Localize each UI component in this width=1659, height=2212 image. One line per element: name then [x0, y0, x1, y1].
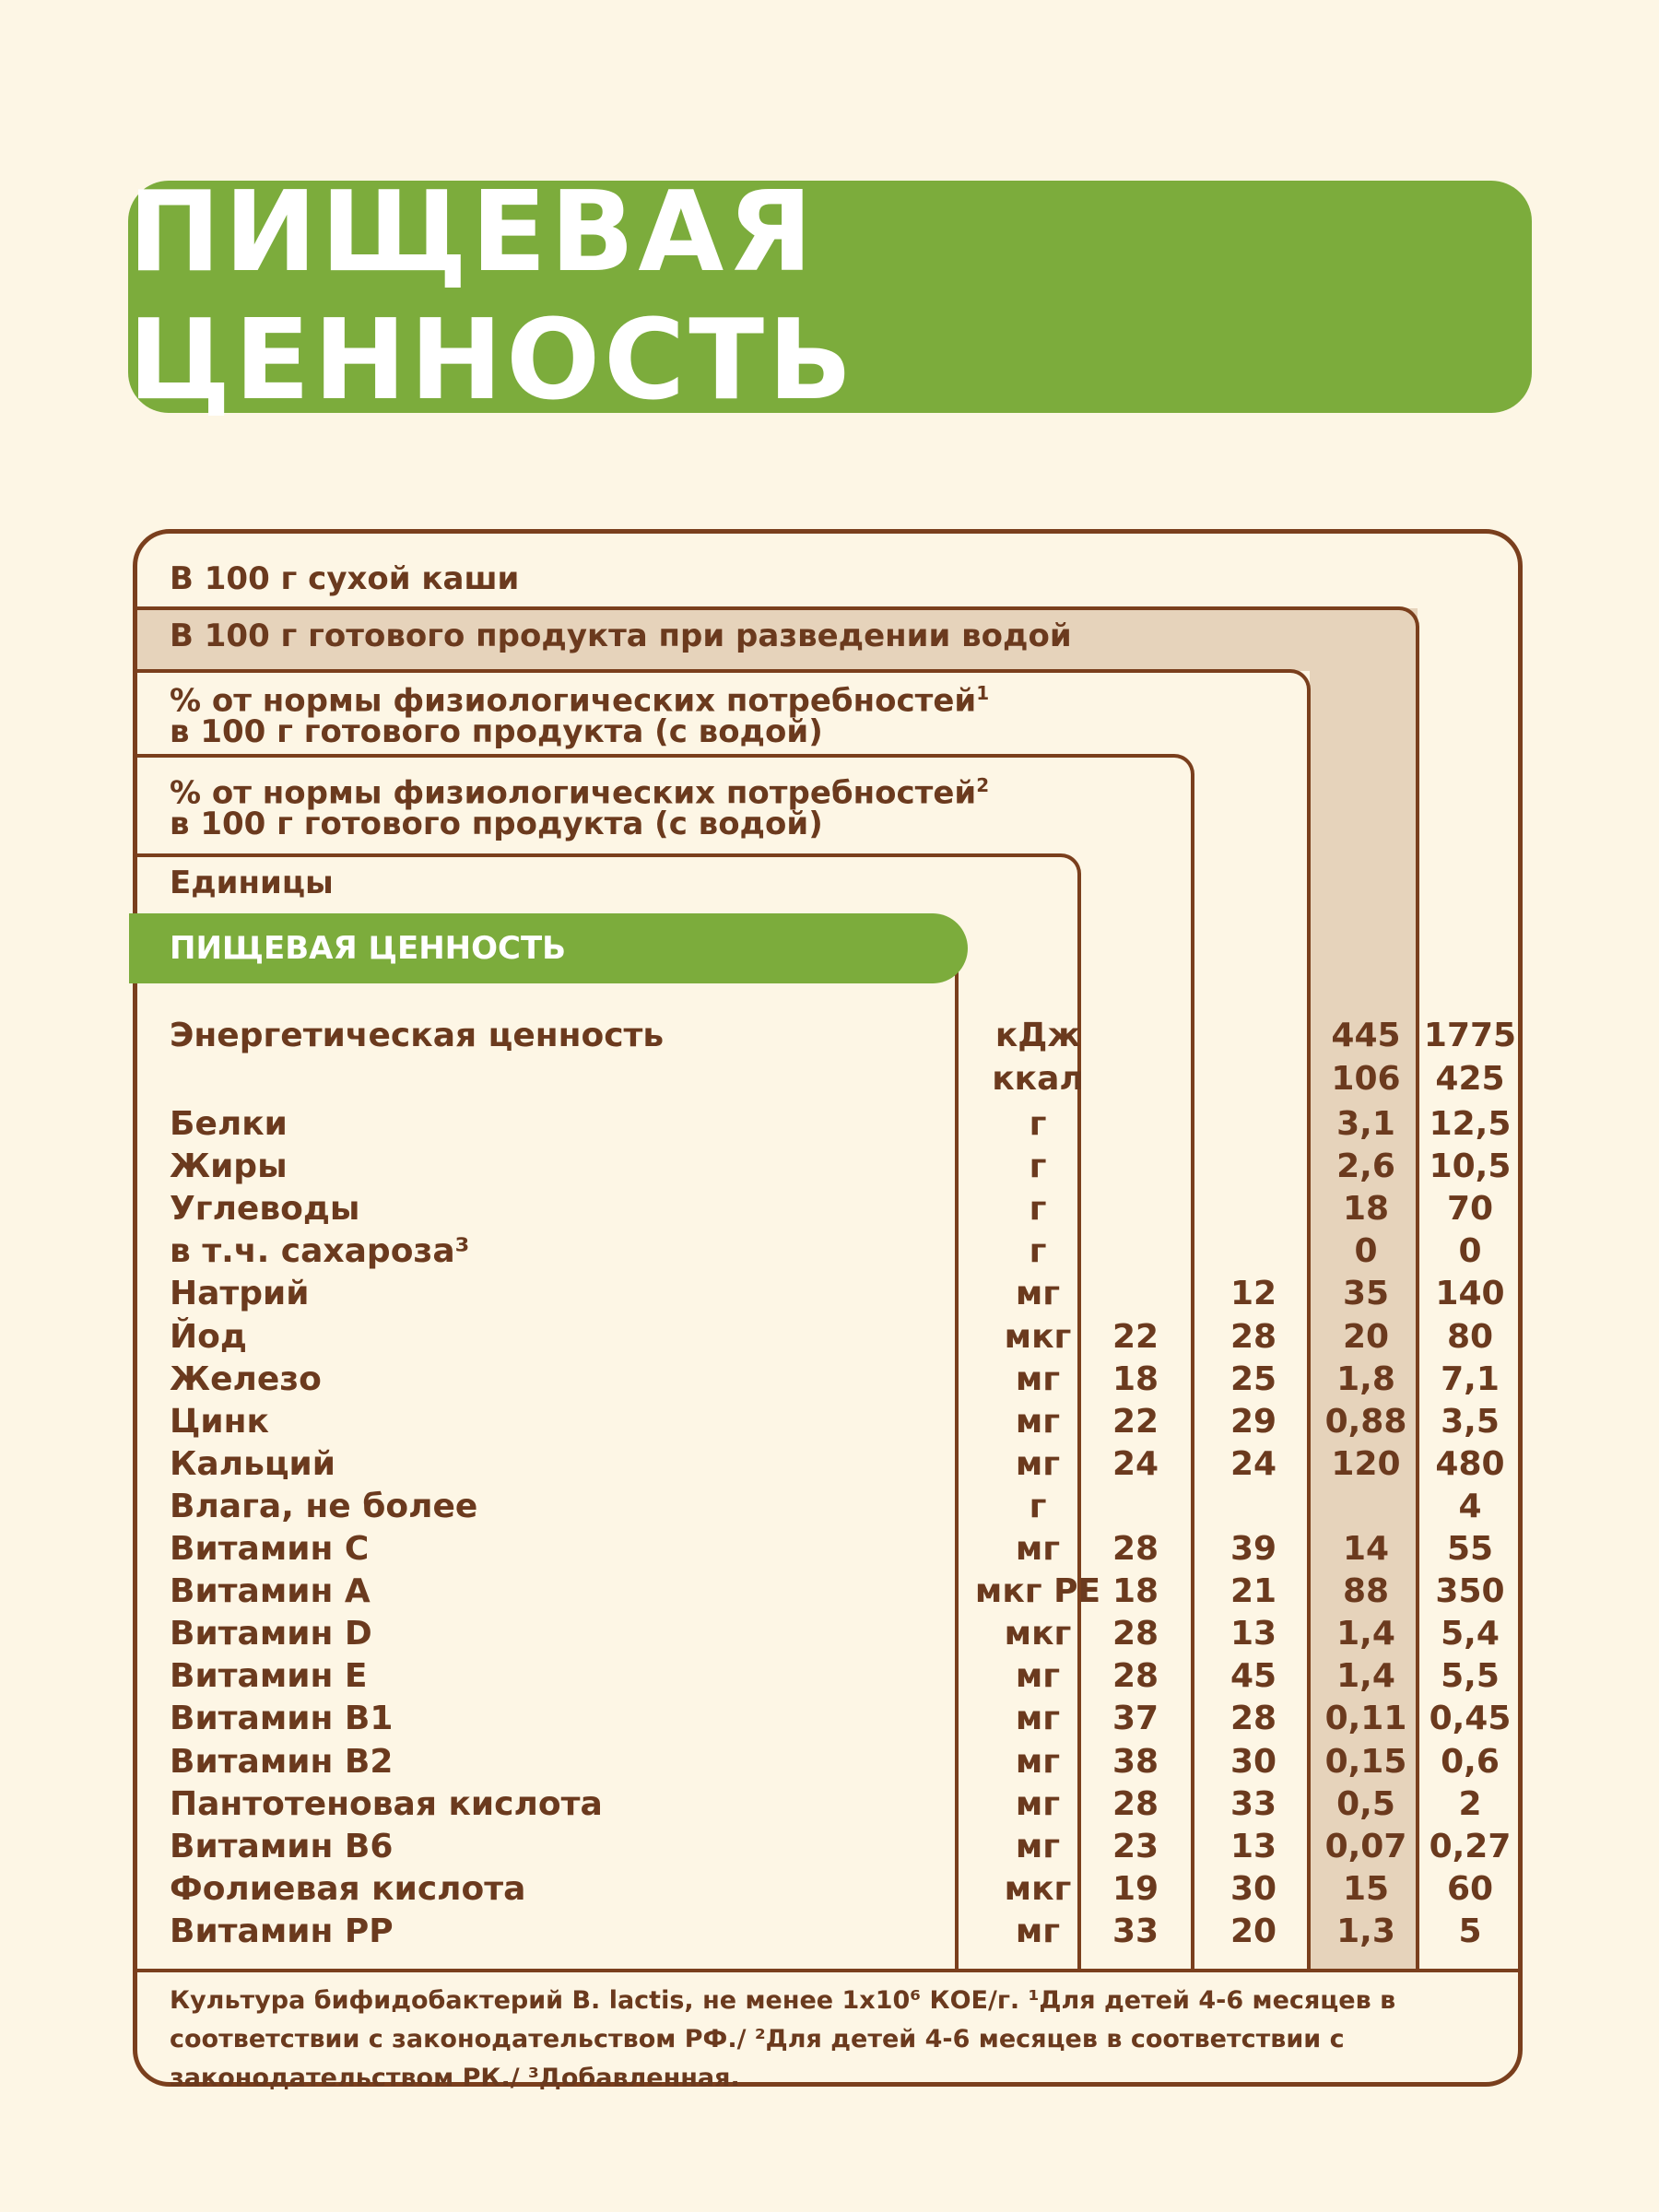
table-row	[0, 1401, 1659, 1443]
table-row	[0, 1783, 1659, 1826]
cell-pct1: 29	[1230, 1402, 1277, 1441]
cell-name: Витамин В1	[170, 1700, 394, 1738]
table-row	[0, 1528, 1659, 1571]
cell-name: Витамин Е	[170, 1657, 368, 1696]
header-norm1-line1: % от нормы физиологических потребностей	[170, 682, 977, 720]
cell-ready: 0,07	[1324, 1827, 1407, 1865]
table-row	[0, 1230, 1659, 1273]
cell-dry: 425	[1435, 1060, 1505, 1098]
cell-name: Натрий	[170, 1275, 310, 1313]
cell-unit: мг	[1015, 1827, 1061, 1865]
cell-name: Железо	[170, 1359, 322, 1398]
cell-pct1: 21	[1230, 1572, 1277, 1611]
cell-unit: мг	[1015, 1784, 1061, 1823]
cell-name: Влага, не более	[170, 1487, 478, 1525]
cell-unit: мг	[1015, 1530, 1061, 1568]
cell-pct1: 39	[1230, 1530, 1277, 1568]
cell-ready: 0,5	[1336, 1784, 1395, 1823]
cell-unit: мг	[1015, 1359, 1061, 1398]
cell-dry: 12,5	[1429, 1105, 1512, 1143]
cell-pct2: 22	[1112, 1402, 1159, 1441]
cell-pct2: 37	[1112, 1700, 1159, 1738]
table-row	[0, 1188, 1659, 1230]
cell-pct2: 28	[1112, 1530, 1159, 1568]
header-dry: В 100 г сухой каши	[170, 560, 520, 597]
cell-dry: 80	[1446, 1317, 1494, 1356]
table-row	[0, 1613, 1659, 1655]
table-row	[0, 1103, 1659, 1146]
cell-dry: 2	[1458, 1784, 1482, 1823]
cell-dry: 0,45	[1429, 1700, 1512, 1738]
header-ready: В 100 г готового продукта при разведении водой	[170, 618, 1072, 654]
cell-name: Белки	[170, 1105, 288, 1143]
table-row	[0, 1741, 1659, 1783]
cell-unit: г	[1029, 1190, 1047, 1229]
header-norm1-sup: 1	[976, 682, 990, 704]
cell-unit: кДж	[994, 1017, 1081, 1054]
cell-ready: 120	[1331, 1444, 1401, 1483]
cell-pct2: 18	[1112, 1572, 1159, 1611]
cell-dry: 1775	[1423, 1017, 1517, 1054]
cell-ready: 3,1	[1336, 1105, 1395, 1143]
cell-ready: 0	[1354, 1232, 1378, 1271]
cell-pct1: 20	[1230, 1912, 1277, 1950]
cell-dry: 140	[1435, 1275, 1505, 1313]
cell-ready: 1,8	[1336, 1359, 1395, 1398]
cell-dry: 350	[1435, 1572, 1505, 1611]
cell-pct2: 38	[1112, 1742, 1159, 1781]
cell-dry: 5,4	[1441, 1615, 1500, 1653]
cell-name: в т.ч. сахароза³	[170, 1232, 470, 1271]
header-norm2-sup: 2	[976, 774, 990, 796]
cell-dry: 0	[1458, 1232, 1482, 1271]
table-row	[0, 1868, 1659, 1911]
cell-pct2: 28	[1112, 1784, 1159, 1823]
cell-ready: 14	[1342, 1530, 1390, 1568]
cell-name: Витамин А	[170, 1572, 371, 1611]
table-row	[0, 1698, 1659, 1740]
table-row	[0, 1911, 1659, 1953]
cell-unit: мкг	[1004, 1615, 1072, 1653]
cell-unit: мг	[1015, 1275, 1061, 1313]
cell-dry: 3,5	[1441, 1402, 1500, 1441]
cell-dry: 480	[1435, 1444, 1505, 1483]
table-row	[0, 1015, 1659, 1057]
cell-ready: 88	[1342, 1572, 1390, 1611]
cell-ready: 2,6	[1336, 1147, 1395, 1186]
section-label: ПИЩЕВАЯ ЦЕННОСТЬ	[129, 913, 968, 983]
cell-unit: г	[1029, 1232, 1047, 1271]
cell-ready: 0,88	[1324, 1402, 1407, 1441]
header-units: Единицы	[170, 865, 334, 901]
cell-unit: ккал	[992, 1060, 1084, 1098]
cell-unit: мкг	[1004, 1317, 1072, 1356]
cell-unit: мг	[1015, 1444, 1061, 1483]
cell-dry: 55	[1446, 1530, 1494, 1568]
cell-ready: 18	[1342, 1190, 1390, 1229]
cell-unit: мг	[1015, 1912, 1061, 1950]
cell-name: Витамин D	[170, 1615, 372, 1653]
cell-dry: 4	[1458, 1487, 1482, 1525]
cell-pct2: 33	[1112, 1912, 1159, 1950]
cell-dry: 5,5	[1441, 1657, 1500, 1696]
title-banner	[128, 169, 1532, 425]
cell-name: Витамин В2	[170, 1742, 394, 1781]
cell-ready: 1,3	[1336, 1912, 1395, 1950]
cell-pct1: 24	[1230, 1444, 1277, 1483]
table-row	[0, 1359, 1659, 1401]
header-norm2-line2: в 100 г готового продукта (с водой)	[170, 806, 823, 842]
cell-dry: 10,5	[1429, 1147, 1512, 1186]
cell-name: Йод	[170, 1317, 247, 1356]
cell-ready: 20	[1342, 1317, 1390, 1356]
table-row	[0, 1273, 1659, 1315]
cell-dry: 0,6	[1441, 1742, 1500, 1781]
cell-unit: г	[1029, 1147, 1047, 1186]
cell-name: Жиры	[170, 1147, 288, 1186]
table-bottom-line	[135, 1969, 1523, 1972]
cell-dry: 5	[1458, 1912, 1482, 1950]
cell-unit: мг	[1015, 1742, 1061, 1781]
cell-unit: мкг РЕ	[974, 1572, 1101, 1611]
cell-pct1: 45	[1230, 1657, 1277, 1696]
cell-ready: 106	[1331, 1060, 1401, 1098]
cell-name: Витамин РР	[170, 1912, 394, 1950]
cell-pct2: 24	[1112, 1444, 1159, 1483]
cell-pct2: 28	[1112, 1615, 1159, 1653]
cell-name: Витамин С	[170, 1530, 370, 1568]
table-row	[0, 1826, 1659, 1868]
table-row	[0, 1486, 1659, 1528]
footnote: Культура бифидобактерий B. lactis, не менее 1x10⁶ КОЕ/г. ¹Для детей 4-6 месяцев в соответствии с законодательством РФ./ ²Для детей 4-6 месяцев в соответствии с законодательством РК./ ³Добавленная.	[170, 1986, 1396, 2092]
cell-dry: 70	[1446, 1190, 1494, 1229]
cell-ready: 1,4	[1336, 1615, 1395, 1653]
cell-ready: 15	[1342, 1869, 1390, 1908]
cell-pct1: 25	[1230, 1359, 1277, 1398]
cell-pct1: 13	[1230, 1615, 1277, 1653]
cell-name: Углеводы	[170, 1190, 360, 1229]
cell-pct1: 13	[1230, 1827, 1277, 1865]
table-row	[0, 1655, 1659, 1698]
cell-unit: мкг	[1004, 1869, 1072, 1908]
table-row	[0, 1058, 1659, 1100]
cell-name: Витамин В6	[170, 1827, 394, 1865]
header-norm2-line1: % от нормы физиологических потребностей	[170, 774, 977, 812]
cell-pct1: 12	[1230, 1275, 1277, 1313]
cell-name: Цинк	[170, 1402, 269, 1441]
cell-name: Пантотеновая кислота	[170, 1784, 603, 1823]
cell-unit: мг	[1015, 1700, 1061, 1738]
header-norm1-line2: в 100 г готового продукта (с водой)	[170, 713, 823, 750]
cell-name: Кальций	[170, 1444, 335, 1483]
cell-pct2: 23	[1112, 1827, 1159, 1865]
cell-pct1: 28	[1230, 1700, 1277, 1738]
cell-unit: мг	[1015, 1657, 1061, 1696]
cell-pct1: 30	[1230, 1742, 1277, 1781]
cell-name: Фолиевая кислота	[170, 1869, 526, 1908]
cell-ready: 445	[1331, 1017, 1401, 1054]
cell-unit: г	[1029, 1487, 1047, 1525]
cell-unit: г	[1029, 1105, 1047, 1143]
table-row	[0, 1316, 1659, 1359]
cell-pct1: 30	[1230, 1869, 1277, 1908]
table-row	[0, 1443, 1659, 1486]
cell-ready: 0,11	[1324, 1700, 1407, 1738]
cell-pct1: 28	[1230, 1317, 1277, 1356]
table-row	[0, 1571, 1659, 1613]
cell-name: Энергетическая ценность	[170, 1017, 665, 1054]
cell-ready: 35	[1342, 1275, 1390, 1313]
cell-pct2: 18	[1112, 1359, 1159, 1398]
table-row	[0, 1146, 1659, 1188]
page-title: ПИЩЕВАЯ ЦЕННОСТЬ	[128, 169, 856, 425]
cell-ready: 0,15	[1324, 1742, 1407, 1781]
cell-pct2: 19	[1112, 1869, 1159, 1908]
cell-dry: 0,27	[1429, 1827, 1512, 1865]
cell-pct2: 22	[1112, 1317, 1159, 1356]
cell-dry: 60	[1446, 1869, 1494, 1908]
cell-dry: 7,1	[1441, 1359, 1500, 1398]
cell-ready: 1,4	[1336, 1657, 1395, 1696]
cell-unit: мг	[1015, 1402, 1061, 1441]
cell-pct1: 33	[1230, 1784, 1277, 1823]
cell-pct2: 28	[1112, 1657, 1159, 1696]
